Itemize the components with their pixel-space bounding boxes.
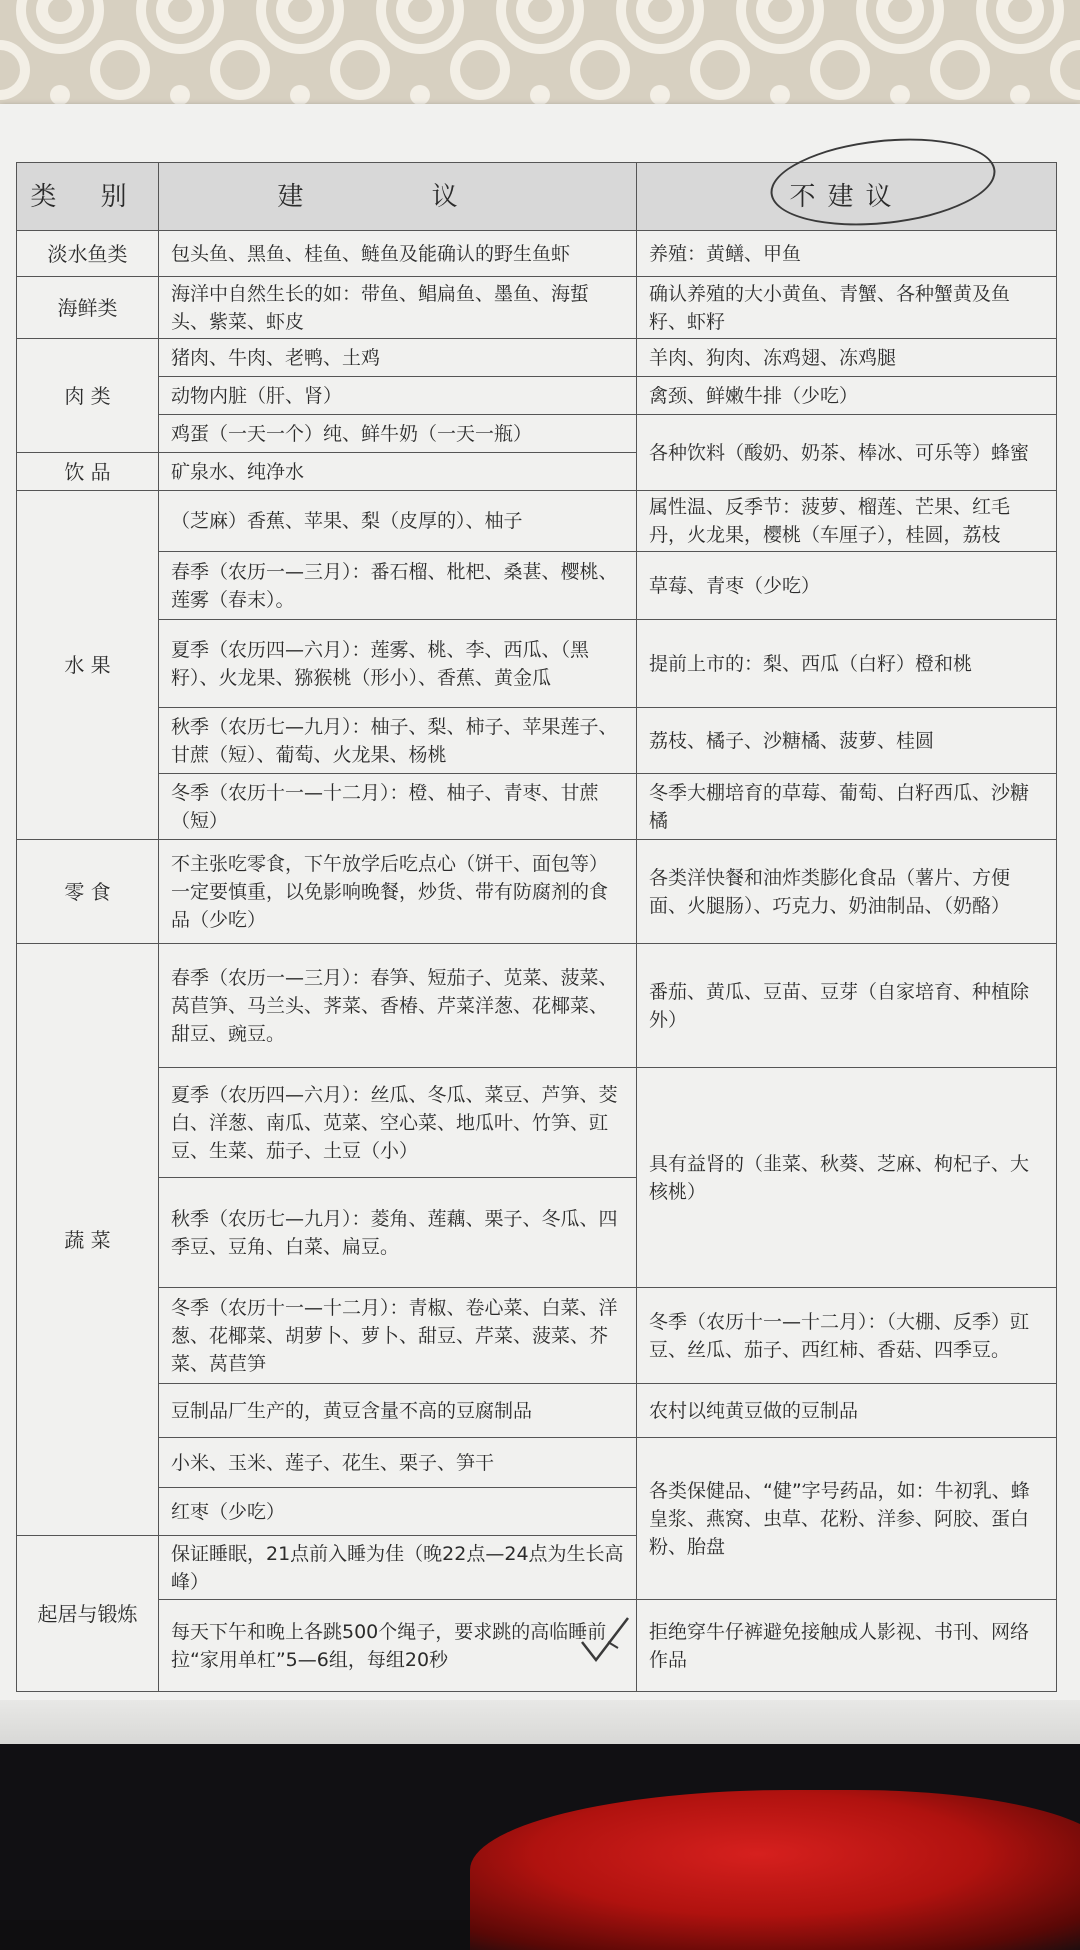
category-cell: 肉 类 <box>17 339 159 453</box>
category-cell: 零 食 <box>17 840 159 944</box>
table-row <box>17 377 1057 415</box>
table-row <box>17 1288 1057 1384</box>
suggest-cell: 每天下午和晚上各跳500个绳子，要求跳的高临睡前拉“家用单杠”5—6组，每组20秒 <box>159 1600 637 1692</box>
suggest-cell: 夏季（农历四—六月）：莲雾、桃、李、西瓜、（黑籽）、火龙果、猕猴桃（形小）、香蕉、黄金瓜 <box>159 620 637 708</box>
not-suggest-cell: 属性温、反季节：菠萝、榴莲、芒果、红毛丹，火龙果，樱桃（车厘子），桂圆，荔枝 <box>637 491 1057 552</box>
not-suggest-cell: 各类保健品、“健”字号药品，如：牛初乳、蜂皇浆、燕窝、虫草、花粉、洋参、阿胶、蛋白粉、胎盘 <box>637 1438 1057 1600</box>
table-row <box>17 944 1057 1068</box>
suggest-cell: 矿泉水、纯净水 <box>159 453 637 491</box>
category-cell: 蔬 菜 <box>17 944 159 1536</box>
not-suggest-cell: 提前上市的：梨、西瓜（白籽）橙和桃 <box>637 620 1057 708</box>
table-row <box>17 277 1057 339</box>
lace-pattern <box>0 0 1080 110</box>
not-suggest-cell: 草莓、青枣（少吃） <box>637 552 1057 620</box>
suggest-cell: （芝麻）香蕉、苹果、梨（皮厚的）、柚子 <box>159 491 637 552</box>
category-cell: 起居与锻炼 <box>17 1536 159 1692</box>
suggest-cell: 春季（农历一—三月）：番石榴、枇杷、桑葚、樱桃、莲雾（春末）。 <box>159 552 637 620</box>
table-row <box>17 1068 1057 1178</box>
category-cell: 淡水鱼类 <box>17 231 159 277</box>
category-cell: 水 果 <box>17 491 159 840</box>
table-row <box>17 491 1057 552</box>
suggest-cell: 豆制品厂生产的，黄豆含量不高的豆腐制品 <box>159 1384 637 1438</box>
suggest-cell: 猪肉、牛肉、老鸭、土鸡 <box>159 339 637 377</box>
not-suggest-cell: 各种饮料（酸奶、奶茶、棒冰、可乐等）蜂蜜 <box>637 415 1057 491</box>
suggest-cell: 红枣（少吃） <box>159 1488 637 1536</box>
handwritten-check-mark <box>578 1612 638 1666</box>
table-row <box>17 231 1057 277</box>
suggest-cell: 鸡蛋（一天一个）纯、鲜牛奶（一天一瓶） <box>159 415 637 453</box>
not-suggest-cell: 农村以纯黄豆做的豆制品 <box>637 1384 1057 1438</box>
category-cell: 饮 品 <box>17 453 159 491</box>
suggest-cell: 动物内脏（肝、肾） <box>159 377 637 415</box>
suggest-cell: 包头鱼、黑鱼、桂鱼、鲢鱼及能确认的野生鱼虾 <box>159 231 637 277</box>
suggest-cell: 夏季（农历四—六月）：丝瓜、冬瓜、菜豆、芦笋、茭白、洋葱、南瓜、苋菜、空心菜、地瓜叶、竹笋、豇豆、生菜、茄子、土豆（小） <box>159 1068 637 1178</box>
not-suggest-cell: 确认养殖的大小黄鱼、青蟹、各种蟹黄及鱼籽、虾籽 <box>637 277 1057 339</box>
not-suggest-cell: 羊肉、狗肉、冻鸡翅、冻鸡腿 <box>637 339 1057 377</box>
suggest-cell: 保证睡眠，21点前入睡为佳（晚22点—24点为生长高峰） <box>159 1536 637 1600</box>
not-suggest-cell: 冬季（农历十一—十二月）：（大棚、反季）豇豆、丝瓜、茄子、西红柿、香菇、四季豆。 <box>637 1288 1057 1384</box>
category-cell: 海鲜类 <box>17 277 159 339</box>
suggest-cell: 海洋中自然生长的如：带鱼、鲳扁鱼、墨鱼、海蜇头、紫菜、虾皮 <box>159 277 637 339</box>
not-suggest-cell: 荔枝、橘子、沙糖橘、菠萝、桂圆 <box>637 708 1057 774</box>
not-suggest-cell: 冬季大棚培育的草莓、葡萄、白籽西瓜、沙糖橘 <box>637 774 1057 840</box>
not-suggest-cell: 拒绝穿牛仔裤避免接触成人影视、书刊、网络作品 <box>637 1600 1057 1692</box>
suggest-cell: 不主张吃零食，下午放学后吃点心（饼干、面包等）一定要慎重，以免影响晚餐，炒货、带有防腐剂的食品（少吃） <box>159 840 637 944</box>
table-row <box>17 1600 1057 1692</box>
not-suggest-cell: 具有益肾的（韭菜、秋葵、芝麻、枸杞子、大核桃） <box>637 1068 1057 1288</box>
suggest-cell: 秋季（农历七—九月）：柚子、梨、柿子、苹果莲子、甘蔗（短）、葡萄、火龙果、杨桃 <box>159 708 637 774</box>
table-row <box>17 1438 1057 1488</box>
not-suggest-cell: 禽颈、鲜嫩牛排（少吃） <box>637 377 1057 415</box>
table-row <box>17 552 1057 620</box>
suggest-cell: 冬季（农历十一—十二月）：橙、柚子、青枣、甘蔗（短） <box>159 774 637 840</box>
table-row <box>17 339 1057 377</box>
diet-guide-table <box>16 162 1057 1692</box>
table-row <box>17 415 1057 453</box>
header-not-suggest: 不建议 <box>637 163 1057 231</box>
suggest-cell: 冬季（农历十一—十二月）：青椒、卷心菜、白菜、洋葱、花椰菜、胡萝卜、萝卜、甜豆、芹菜、菠菜、芥菜、莴苣笋 <box>159 1288 637 1384</box>
suggest-cell: 春季（农历一—三月）：春笋、短茄子、苋菜、菠菜、莴苣笋、马兰头、荠菜、香椿、芹菜洋葱、花椰菜、甜豆、豌豆。 <box>159 944 637 1068</box>
red-fabric <box>470 1790 1080 1950</box>
table-row <box>17 774 1057 840</box>
table-row <box>17 1384 1057 1438</box>
lace-tablecloth <box>0 0 1080 110</box>
table-row <box>17 840 1057 944</box>
paper-shadow <box>0 1700 1080 1744</box>
not-suggest-cell: 各类洋快餐和油炸类膨化食品（薯片、方便面、火腿肠）、巧克力、奶油制品、（奶酪） <box>637 840 1057 944</box>
not-suggest-cell: 番茄、黄瓜、豆苗、豆芽（自家培育、种植除外） <box>637 944 1057 1068</box>
not-suggest-cell: 养殖：黄鳝、甲鱼 <box>637 231 1057 277</box>
table-row <box>17 620 1057 708</box>
table-row <box>17 708 1057 774</box>
suggest-cell: 小米、玉米、莲子、花生、栗子、笋干 <box>159 1438 637 1488</box>
header-category: 类 别 <box>17 163 159 231</box>
header-suggest: 建 议 <box>159 163 637 231</box>
suggest-cell: 秋季（农历七—九月）：菱角、莲藕、栗子、冬瓜、四季豆、豆角、白菜、扁豆。 <box>159 1178 637 1288</box>
